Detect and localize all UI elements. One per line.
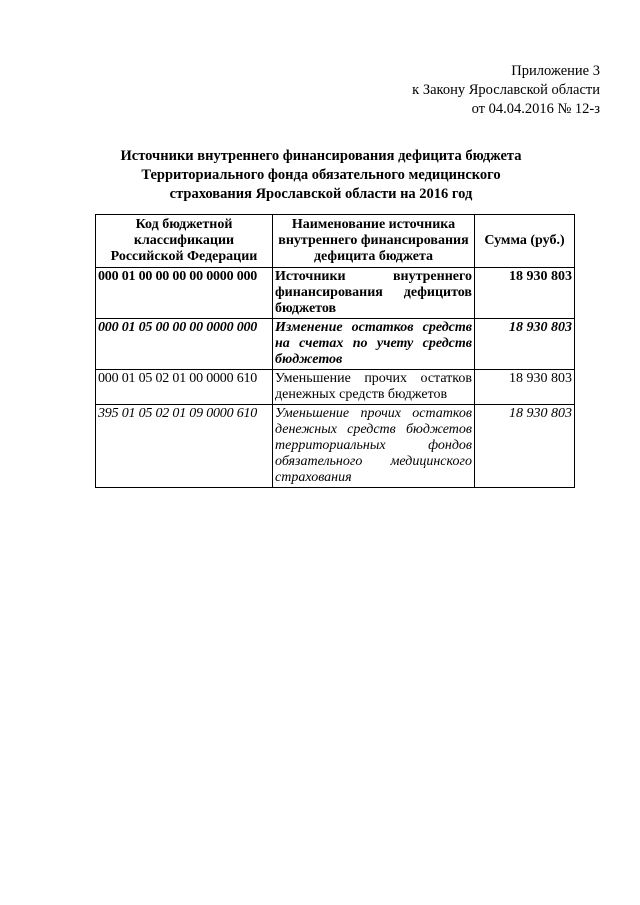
row-amount: 18 930 803: [475, 268, 575, 319]
row-code: 395 01 05 02 01 09 0000 610: [96, 405, 273, 488]
row-name: Изменение остатков средств на счетах по учету средств бюджетов: [273, 319, 475, 370]
annex-law-date: от 04.04.2016 № 12-з: [471, 101, 600, 117]
table-row: [96, 370, 575, 405]
row-code: 000 01 05 02 01 00 0000 610: [96, 370, 273, 405]
title-line-1: Источники внутреннего финансирования дефицита бюджета: [120, 148, 522, 164]
row-amount: 18 930 803: [475, 370, 575, 405]
annex-header: [412, 62, 600, 119]
row-code: 000 01 00 00 00 00 0000 000: [96, 268, 273, 319]
header-amount: Сумма (руб.): [475, 215, 575, 268]
document-title: [96, 147, 546, 204]
header-name: Наименование источника внутреннего финансирования дефицита бюджета: [273, 215, 475, 268]
table-row: [96, 319, 575, 370]
financing-sources-table: [95, 214, 575, 488]
table-header-row: [96, 215, 575, 268]
title-line-2: Территориального фонда обязательного медицинского: [141, 167, 501, 183]
annex-law-reference: к Закону Ярославской области: [412, 82, 600, 98]
header-code: Код бюджетной классификации Российской Федерации: [96, 215, 273, 268]
annex-number: Приложение 3: [511, 63, 600, 79]
table-row: [96, 405, 575, 488]
row-amount: 18 930 803: [475, 319, 575, 370]
row-code: 000 01 05 00 00 00 0000 000: [96, 319, 273, 370]
row-amount: 18 930 803: [475, 405, 575, 488]
row-name: Уменьшение прочих остатков денежных средств бюджетов территориальных фондов обязательного медицинского страхования: [273, 405, 475, 488]
row-name: Источники внутреннего финансирования дефицитов бюджетов: [273, 268, 475, 319]
table-row: [96, 268, 575, 319]
row-name: Уменьшение прочих остатков денежных средств бюджетов: [273, 370, 475, 405]
title-line-3: страхования Ярославской области на 2016 год: [169, 186, 473, 202]
